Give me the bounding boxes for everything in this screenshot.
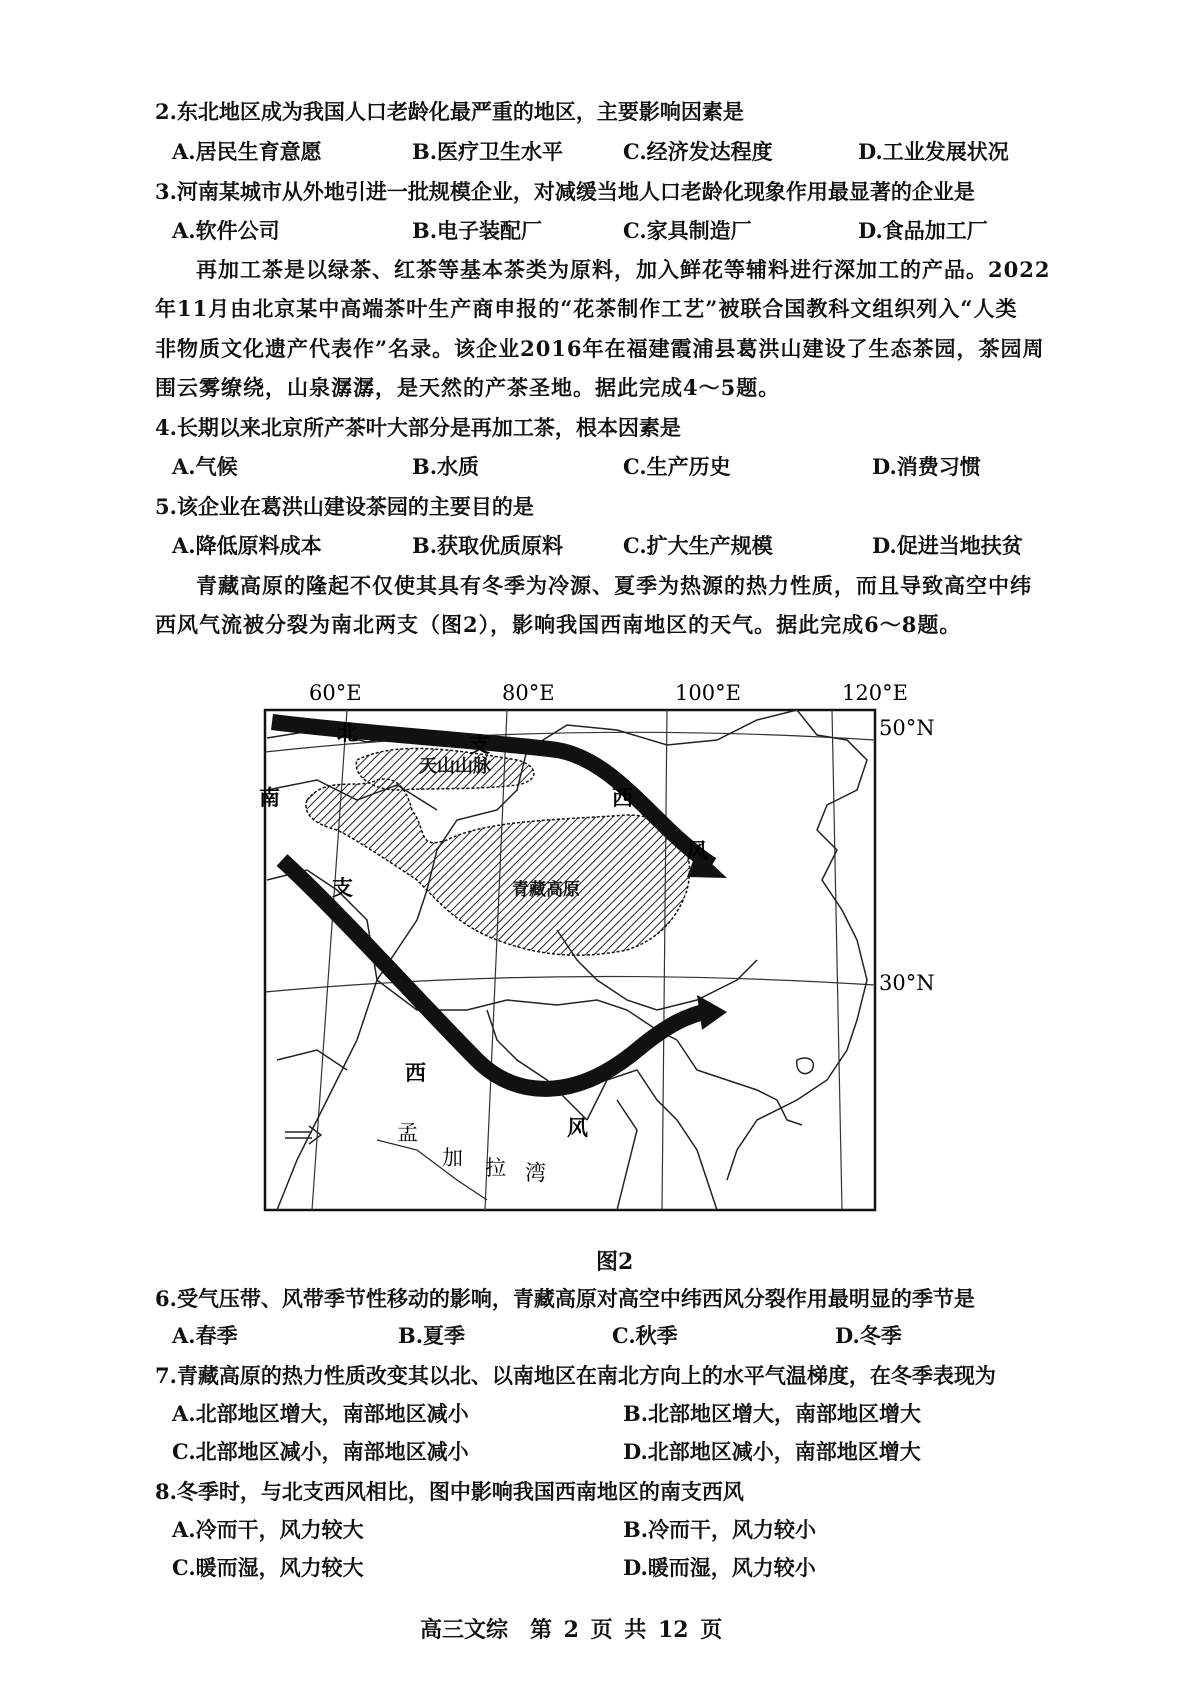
lat-label-50n: 50°N [879,716,935,740]
question-4-option-a: A.气候 [172,454,238,479]
south-branch-char-1: 南 [259,785,280,810]
question-2-option-b: B.医疗卫生水平 [412,139,564,164]
lon-label-100e: 100°E [675,681,741,705]
question-8-stem: 8.冬季时，与北支西风相比，图中影响我国西南地区的南支西风 [155,1479,744,1504]
question-3-stem: 3.河南某城市从外地引进一批规模企业，对减缓当地人口老龄化现象作用最显著的企业是 [155,179,975,204]
north-branch-char-3: 西 [612,785,633,810]
question-2-option-c: C.经济发达程度 [623,139,773,164]
question-6-option-a: A.春季 [172,1323,238,1348]
question-3-option-d: D.食品加工厂 [858,218,988,243]
passage-1-line-2: 年11月由北京某中高端茶叶生产商申报的“花茶制作工艺”被联合国教科文组织列入“人类 [155,296,1018,321]
question-6-stem: 6.受气压带、风带季节性移动的影响，青藏高原对高空中纬西风分裂作用最明显的季节是 [155,1286,975,1311]
figure-2-map [257,680,947,1220]
question-5-stem: 5.该企业在葛洪山建设茶园的主要目的是 [155,494,534,519]
passage-2-line-2: 西风气流被分裂为南北两支（图2），影响我国西南地区的天气。据此完成6～8题。 [155,612,962,637]
question-3-option-c: C.家具制造厂 [623,218,752,243]
page-footer: 高三文综 第 2 页 共 12 页 [420,1617,723,1643]
question-7-option-d: D.北部地区减小，南部地区增大 [623,1439,921,1464]
question-6-option-d: D.冬季 [835,1323,902,1348]
south-branch-char-4: 风 [567,1115,588,1140]
question-5-option-a: A.降低原料成本 [172,533,322,558]
bay-char-4: 湾 [525,1161,546,1185]
question-8-option-b: B.冷而干，风力较小 [623,1517,817,1542]
lon-label-120e: 120°E [842,681,908,705]
bay-char-2: 加 [442,1146,463,1170]
question-2-option-a: A.居民生育意愿 [172,139,322,164]
lat-label-30n: 30°N [879,971,935,995]
figure-caption: 图2 [596,1249,634,1275]
question-4-option-d: D.消费习惯 [872,454,981,479]
question-8-option-a: A.冷而干，风力较大 [172,1517,364,1542]
question-7-stem: 7.青藏高原的热力性质改变其以北、以南地区在南北方向上的水平气温梯度，在冬季表现为 [155,1363,996,1388]
plateau-label: 青藏高原 [512,880,580,900]
passage-2-line-1: 青藏高原的隆起不仅使其具有冬季为冷源、夏季为热源的热力性质，而且导致高空中纬 [196,573,1032,598]
question-6-option-c: C.秋季 [612,1323,678,1348]
north-branch-char-2: 支 [469,732,490,757]
south-branch-char-2: 支 [332,875,353,900]
lon-label-80e: 80°E [502,681,555,705]
question-8-option-d: D.暖而湿，风力较小 [623,1555,816,1580]
question-3-option-a: A.软件公司 [172,218,280,243]
question-7-option-c: C.北部地区减小，南部地区减小 [172,1439,469,1464]
question-4-option-c: C.生产历史 [623,454,731,479]
question-5-option-c: C.扩大生产规模 [623,533,773,558]
question-2-option-d: D.工业发展状况 [858,139,1009,164]
question-5-option-b: B.获取优质原料 [412,533,564,558]
question-7-option-a: A.北部地区增大，南部地区减小 [172,1401,469,1426]
bay-char-1: 孟 [397,1121,418,1145]
tianshan-label: 天山山脉 [419,756,491,777]
question-2-stem: 2.东北地区成为我国人口老龄化最严重的地区，主要影响因素是 [155,99,744,124]
question-3-option-b: B.电子装配厂 [412,218,543,243]
passage-1-line-3: 非物质文化遗产代表作”名录。该企业2016年在福建霞浦县葛洪山建设了生态茶园，茶园周 [155,336,1045,361]
south-branch-char-3: 西 [405,1060,426,1085]
north-branch-char-1: 北 [337,720,358,745]
lon-label-60e: 60°E [309,681,362,705]
bay-char-3: 拉 [485,1156,506,1180]
question-7-option-b: B.北部地区增大，南部地区增大 [623,1401,922,1426]
question-4-option-b: B.水质 [412,454,480,479]
question-4-stem: 4.长期以来北京所产茶叶大部分是再加工茶，根本因素是 [155,415,681,440]
passage-1-line-1: 再加工茶是以绿茶、红茶等基本茶类为原料，加入鲜花等辅料进行深加工的产品。2022 [196,257,1051,282]
question-5-option-d: D.促进当地扶贫 [872,533,1023,558]
question-6-option-b: B.夏季 [398,1323,466,1348]
north-branch-char-4: 风 [687,838,708,863]
question-8-option-c: C.暖而湿，风力较大 [172,1555,364,1580]
passage-1-line-4: 围云雾缭绕，山泉潺潺，是天然的产茶圣地。据此完成4～5题。 [155,375,781,400]
